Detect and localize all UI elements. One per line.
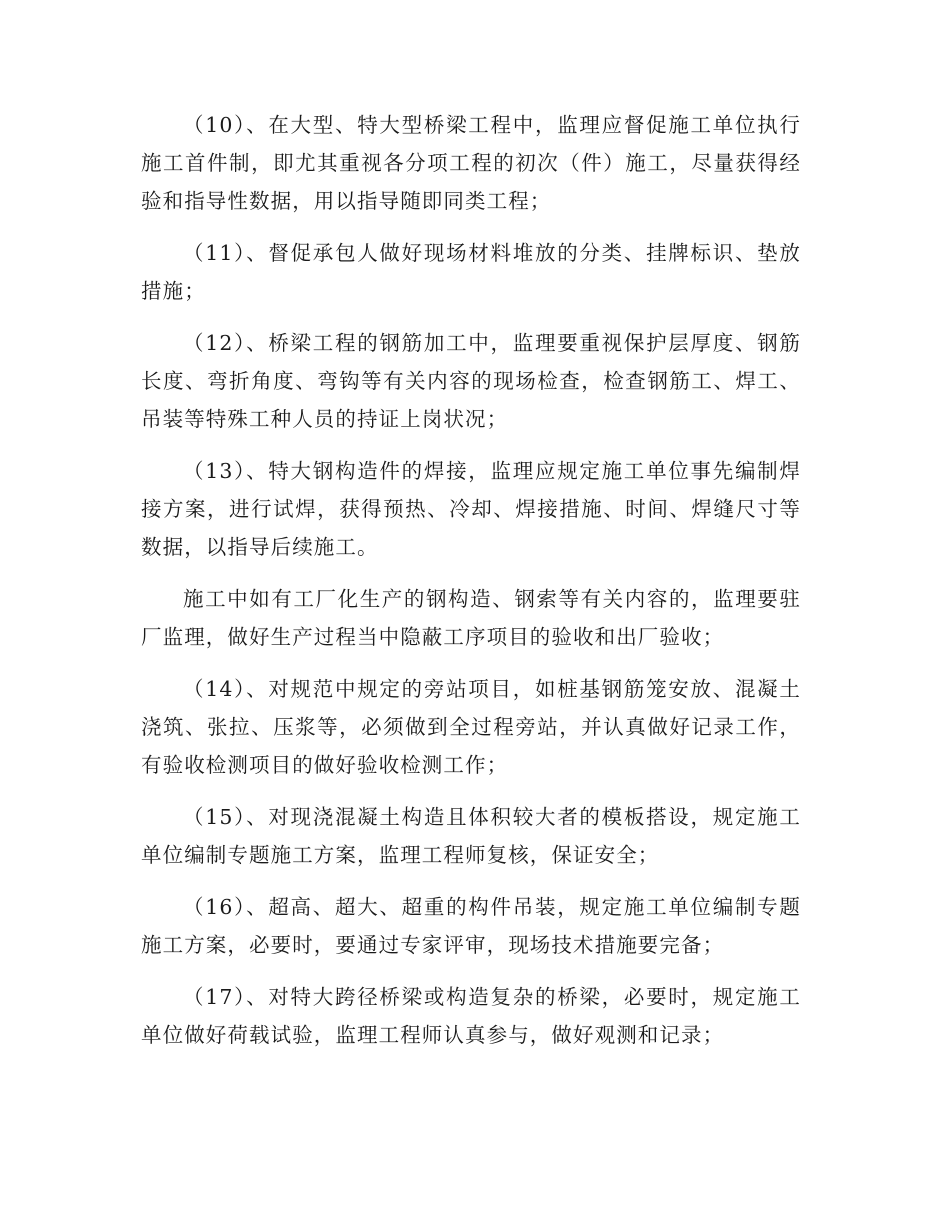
paragraph-factory-supervision: 施工中如有工厂化生产的钢构造、钢索等有关内容的，监理要驻厂监理，做好生产过程当中隐蔽工序项目的验收和出厂验收； <box>141 587 801 649</box>
paragraph-14: （14）、对规范中规定的旁站项目，如桩基钢筋笼安放、混凝土浇筑、张拉、压浆等，必须做到全过程旁站，并认真做好记录工作，有验收检测项目的做好验收检测工作； <box>141 677 801 777</box>
paragraph-13: （13）、特大钢构造件的焊接，监理应规定施工单位事先编制焊接方案，进行试焊，获得预热、冷却、焊接措施、时间、焊缝尺寸等数据，以指导后续施工。 <box>141 459 801 559</box>
paragraph-16: （16）、超高、超大、超重的构件吊装，规定施工单位编制专题施工方案，必要时，要通过专家评审，现场技术措施要完备； <box>141 895 801 957</box>
paragraph-12: （12）、桥梁工程的钢筋加工中，监理要重视保护层厚度、钢筋长度、弯折角度、弯钩等有关内容的现场检查，检查钢筋工、焊工、吊装等特殊工种人员的持证上岗状况； <box>141 331 801 431</box>
paragraph-15: （15）、对现浇混凝土构造且体积较大者的模板搭设，规定施工单位编制专题施工方案，监理工程师复核，保证安全； <box>141 805 801 867</box>
paragraph-10: （10）、在大型、特大型桥梁工程中，监理应督促施工单位执行施工首件制，即尤其重视各分项工程的初次（件）施工，尽量获得经验和指导性数据，用以指导随即同类工程； <box>141 113 801 213</box>
paragraph-17: （17）、对特大跨径桥梁或构造复杂的桥梁，必要时，规定施工单位做好荷载试验，监理工程师认真参与，做好观测和记录； <box>141 985 801 1047</box>
paragraph-11: （11）、督促承包人做好现场材料堆放的分类、挂牌标识、垫放措施； <box>141 241 801 303</box>
document-body <box>141 106 801 1068</box>
